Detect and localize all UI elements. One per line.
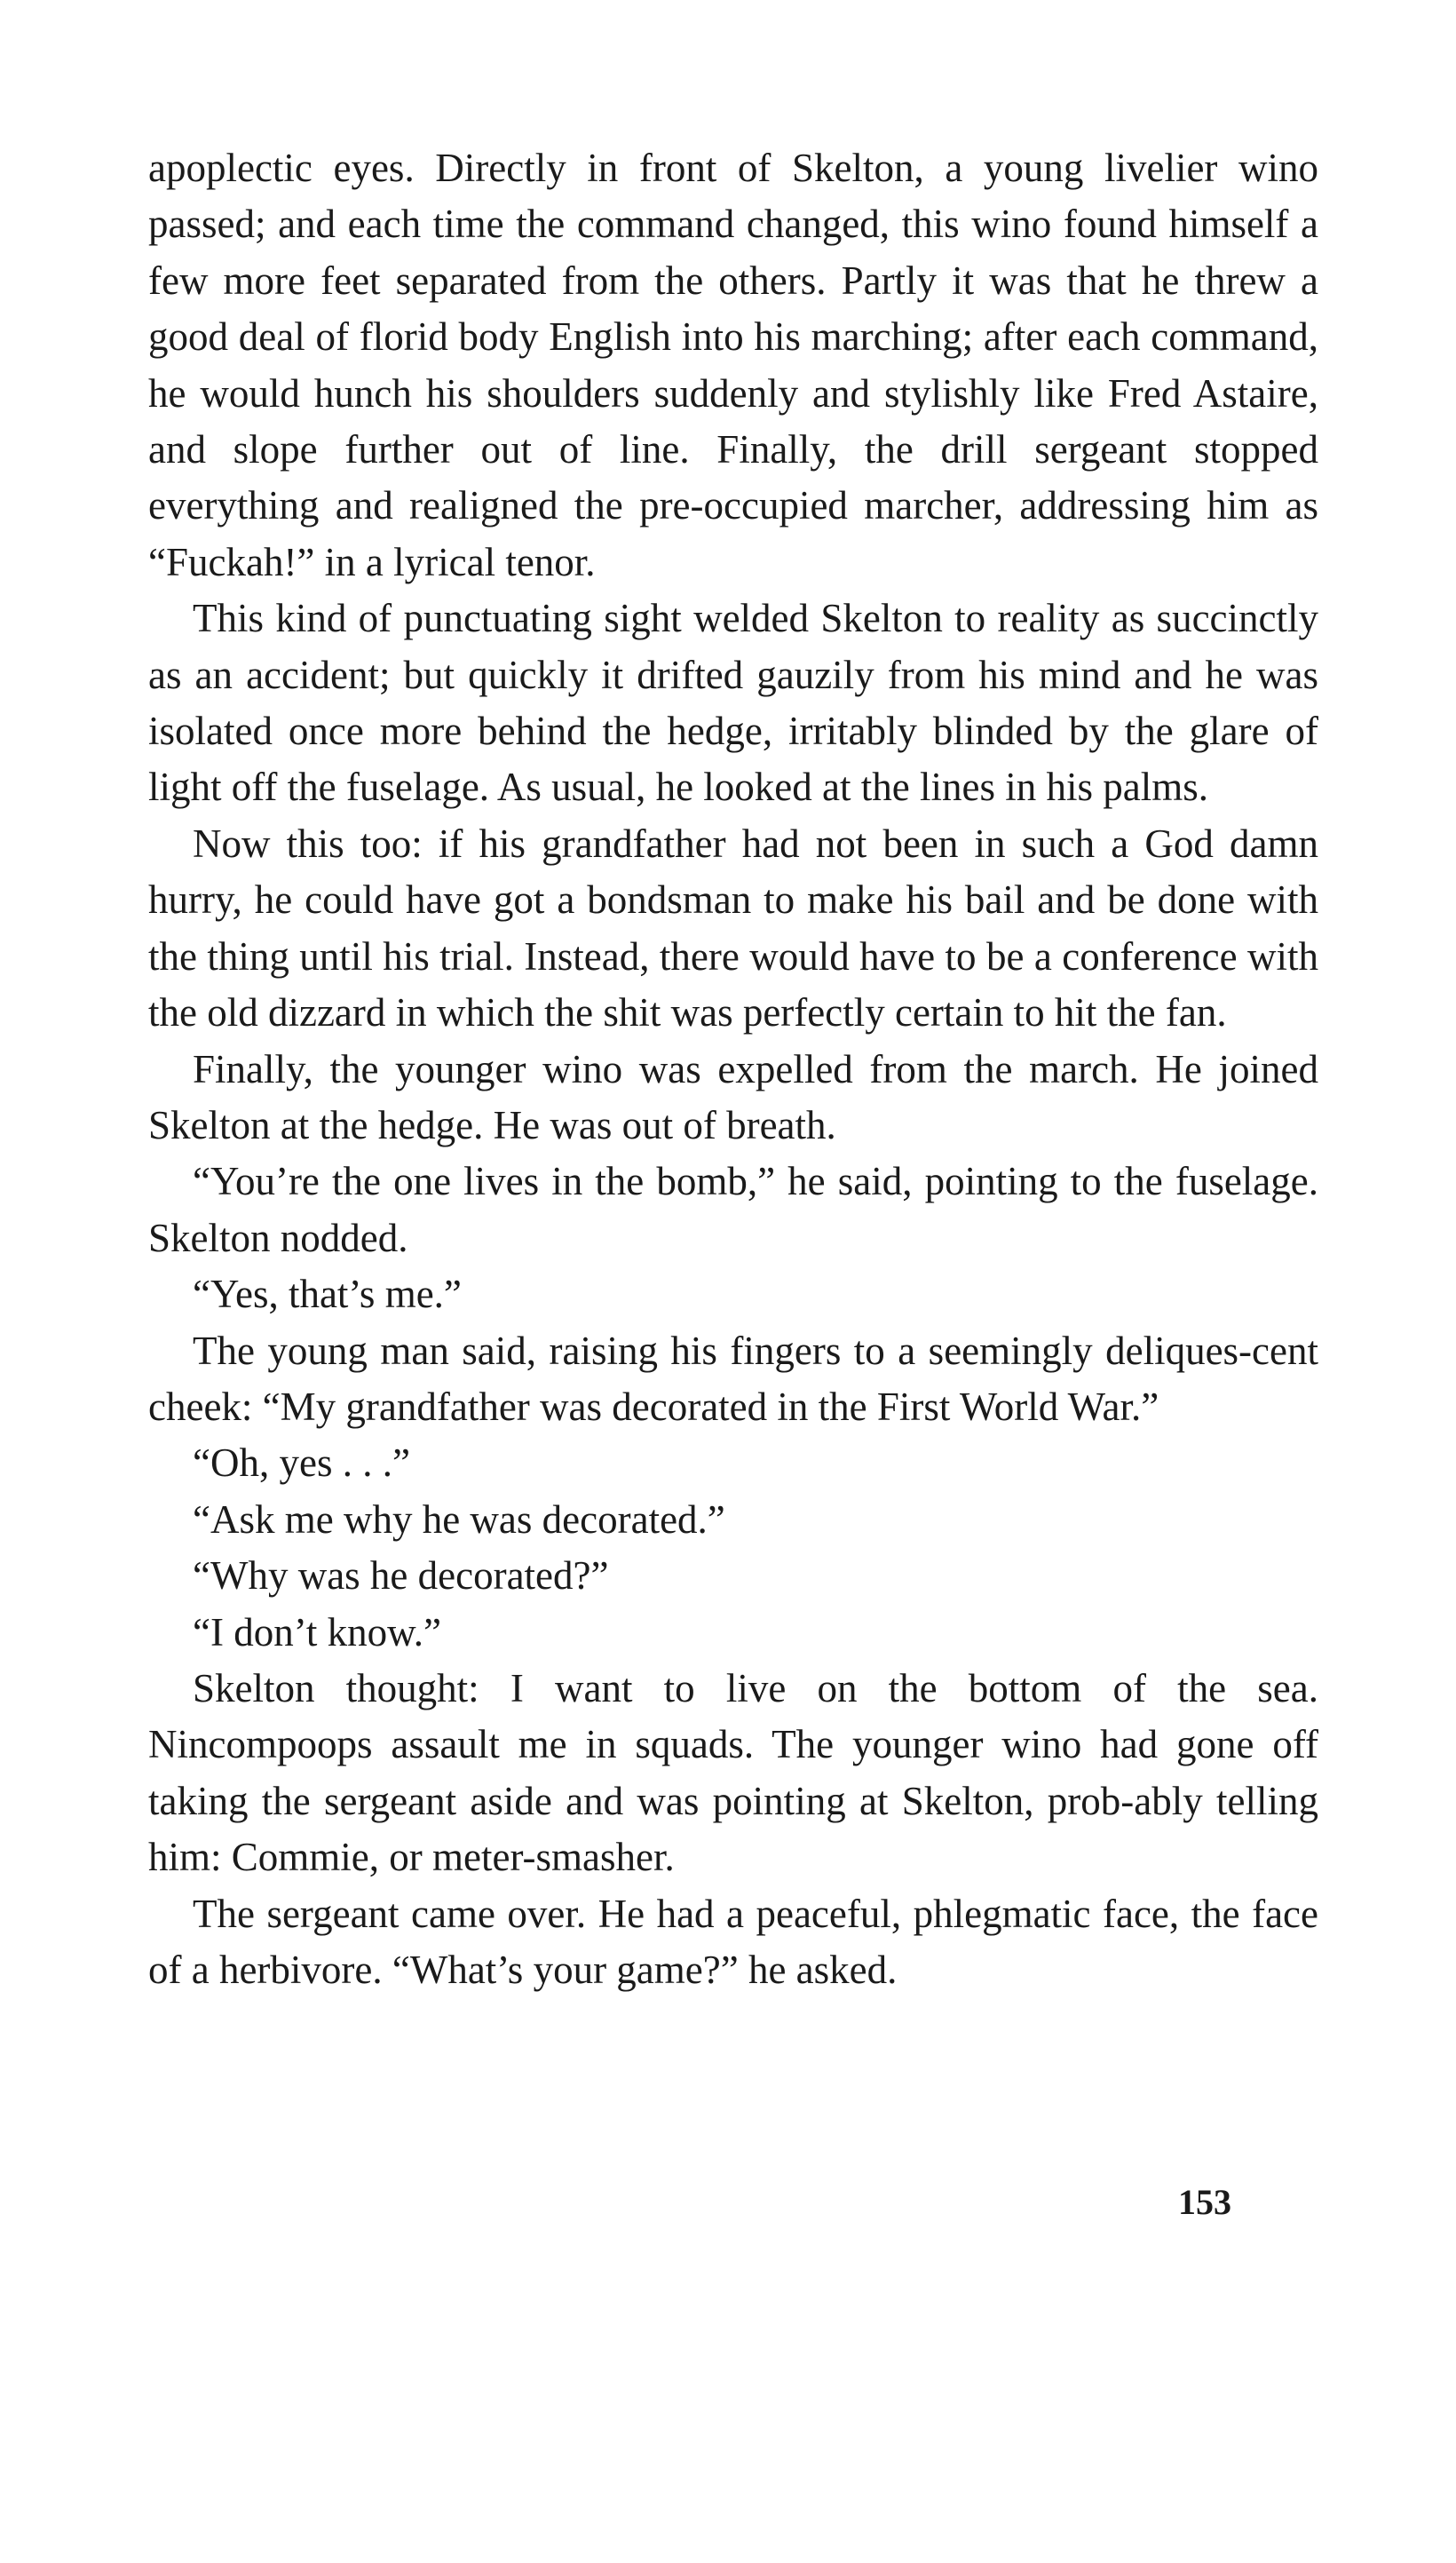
paragraph-2: This kind of punctuating sight welded Skelton to reality as succinctly as an accident; but quickly it drifted gauzily from his mind and he was isolated once more behind the hedge, irritably blinded by the glare of light off the fuselage. As usual, he looked at the lines in his palms. <box>148 596 1318 810</box>
page-number: 153 <box>1178 2182 1231 2222</box>
paragraph-1: apoplectic eyes. Directly in front of Skelton, a young livelier wino passed; and each time the command changed, this wino found himself a few more feet separated from the others. Partly it was that he threw a good deal of florid body English into his marching; after each command, he would hunch his shoulders suddenly and stylishly like Fred Astaire, and slope further out of line. Finally, the drill sergeant stopped everything and realigned the pre-occupied marcher, addressing him as “Fuckah!” in a lyrical tenor. <box>148 146 1318 584</box>
paragraph-3: Now this too: if his grandfather had not been in such a God damn hurry, he could have got a bondsman to make his bail and be done with the thing until his trial. Instead, there would have to be a conference with the old dizzard in which the shit was perfectly certain to hit the fan. <box>148 821 1318 1036</box>
paragraph-11: “I don’t know.” <box>193 1609 441 1654</box>
paragraph-4: Finally, the younger wino was expelled from the march. He joined Skelton at the hedge. He was out of breath. <box>148 1046 1318 1147</box>
paragraph-12: Skelton thought: I want to live on the bottom of the sea. Nincompoops assault me in squads. The younger wino had gone off taking the sergeant aside and was pointing at Skelton, prob-ably telling him: Commie, or meter-smasher. <box>148 1665 1318 1880</box>
paragraph-8: “Oh, yes . . .” <box>193 1440 410 1486</box>
paragraph-5: “You’re the one lives in the bomb,” he said, pointing to the fuselage. Skelton nodded. <box>148 1159 1318 1260</box>
paragraph-10: “Why was he decorated?” <box>193 1553 609 1599</box>
paragraph-7: The young man said, raising his fingers to a seemingly deliques-cent cheek: “My grandfather was decorated in the First World War.” <box>148 1328 1318 1429</box>
body-text <box>148 140 1318 1998</box>
paragraph-9: “Ask me why he was decorated.” <box>193 1496 725 1542</box>
paragraph-6: “Yes, that’s me.” <box>193 1272 462 1317</box>
paragraph-13: The sergeant came over. He had a peaceful, phlegmatic face, the face of a herbivore. “What’s your game?” he asked. <box>148 1891 1318 1992</box>
